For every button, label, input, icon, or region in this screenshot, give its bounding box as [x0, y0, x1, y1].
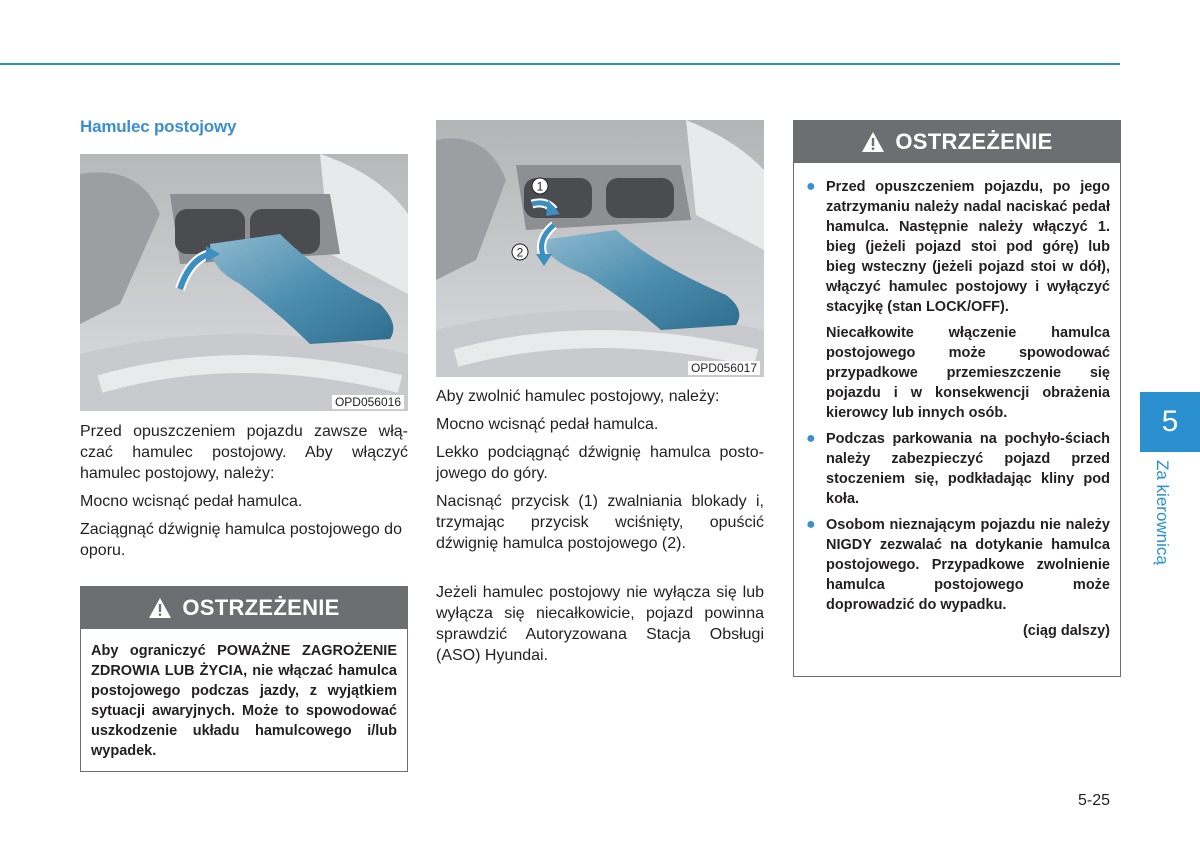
- figure-code: OPD056017: [688, 361, 760, 375]
- warning-box-right: [793, 120, 1121, 677]
- chapter-label-text: Za kierownicą: [1153, 460, 1172, 565]
- continued-note: (ciąg dalszy): [1022, 623, 1110, 639]
- parking-brake-release-illustration: [436, 120, 764, 377]
- paragraph: Mocno wcisnąć pedał hamulca.: [80, 493, 303, 510]
- warning-header: [81, 587, 407, 629]
- release-instructions: [436, 386, 764, 673]
- warning-triangle-icon: [148, 597, 172, 619]
- warning-content: [794, 163, 1120, 641]
- paragraph: Aby zwolnić hamulec postojowy, należy:: [436, 388, 720, 405]
- section-title: Hamulec postojowy: [80, 117, 237, 136]
- callout-2: 2: [516, 245, 524, 260]
- warning-bullet: [804, 177, 1110, 317]
- figure-code: OPD056016: [332, 395, 404, 409]
- bullet-subparagraph: Niecałkowite włączenie hamulca postojowego może spowodować przypadkowe przemieszczenie się pojazdu i w konsekwencji obrażenia kierowcy lub innych osób.: [826, 325, 1110, 421]
- chapter-number-tab: 5: [1140, 392, 1200, 452]
- callout-1: 1: [536, 179, 544, 194]
- paragraph: Nacisnąć przycisk (1) zwalniania blokady i, trzymając przycisk wciśnięty, opuścić dźwignię hamulca postojowego (2).: [436, 493, 764, 552]
- warning-header: [794, 121, 1120, 163]
- warning-box: [80, 586, 408, 772]
- warning-title: OSTRZEŻENIE: [182, 595, 340, 620]
- paragraph: Jeżeli hamulec postojowy nie wyłącza się lub wyłącza się niecałkowicie, pojazd powinna sprawdzić Autoryzowana Stacja Obsługi (ASO) Hyundai.: [436, 584, 764, 664]
- apply-instructions: [80, 421, 408, 568]
- paragraph: Mocno wcisnąć pedał hamulca.: [436, 416, 659, 433]
- parking-brake-illustration: [80, 154, 408, 411]
- bullet-text: Osobom nieznającym pojazdu nie należy NIGDY zezwalać na dotykanie hamulca postojowego. Przypadkowe zwolnienie hamulca postojowego może doprowadzić do wypadku.: [826, 517, 1110, 613]
- paragraph: Zaciągnąć dźwignię hamulca postojowego do oporu.: [80, 521, 402, 559]
- bullet-icon: ●: [806, 178, 816, 195]
- chapter-label: [1148, 460, 1178, 590]
- page-number: 5-25: [1078, 792, 1111, 809]
- warning-bullet: [804, 429, 1110, 509]
- warning-title: OSTRZEŻENIE: [895, 129, 1053, 154]
- warning-bullet: [804, 515, 1110, 615]
- top-rule: [0, 63, 1120, 65]
- bullet-icon: ●: [806, 516, 816, 533]
- bullet-text: Przed opuszczeniem pojazdu, po jego zatrzymaniu należy nadal naciskać pedał hamulca. Następnie należy włączyć 1. bieg (jeżeli pojazd stoi pod górę) lub bieg wsteczny (jeżeli pojazd stoi w dół), włączyć hamulec postojowy i wyłączyć stacyjkę (stan LOCK/OFF).: [826, 179, 1110, 315]
- paragraph: Przed opuszczeniem pojazdu zawsze włą-czać hamulec postojowy. Aby włączyć hamulec postojowy, należy:: [80, 423, 408, 482]
- warning-triangle-icon: [861, 131, 885, 153]
- figure-parking-brake-apply: [80, 154, 408, 411]
- paragraph: Lekko podciągnąć dźwignię hamulca posto-jowego do góry.: [436, 444, 764, 482]
- figure-parking-brake-release: [436, 120, 764, 377]
- bullet-text: Podczas parkowania na pochyło-ściach należy zabezpieczyć pojazd przed stoczeniem się, podkładając kliny pod koła.: [826, 431, 1110, 507]
- warning-text: Aby ograniczyć POWAŻNE ZAGROŻENIE ZDROWIA LUB ŻYCIA, nie włączać hamulca postojowego podczas jazdy, z wyjątkiem sytuacji awaryjnych. Może to spowodować uszkodzenie układu hamulcowego i/lub wypadek.: [91, 643, 397, 759]
- bullet-icon: ●: [806, 430, 816, 447]
